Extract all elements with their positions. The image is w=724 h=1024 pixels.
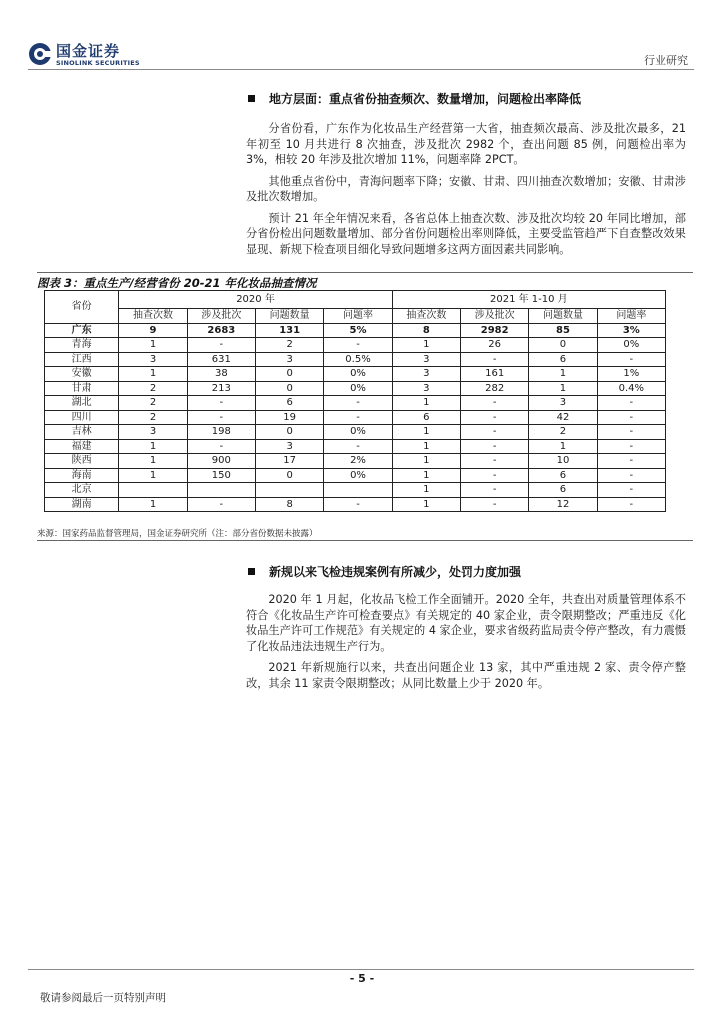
table-cell: 9 xyxy=(119,323,187,338)
table-cell: - xyxy=(324,396,392,411)
table-cell: - xyxy=(187,396,255,411)
table-cell: 17 xyxy=(256,454,324,469)
table-cell: - xyxy=(461,410,529,425)
table-cell: 3 xyxy=(119,352,187,367)
table-row xyxy=(45,381,666,396)
table-cell: 5% xyxy=(324,323,392,338)
table-cell: 0 xyxy=(256,381,324,396)
table-cell: 2 xyxy=(119,410,187,425)
section-heading-inspection xyxy=(248,563,521,580)
paragraph: 其他重点省份中，青海问题率下降；安徽、甘肃、四川抽查次数增加；安徽、甘肃涉及批次数增加。 xyxy=(246,174,686,203)
source-divider xyxy=(37,540,693,541)
table-cell: 1 xyxy=(392,439,460,454)
group-header-2021: 2021 年 1-10 月 xyxy=(392,291,665,309)
table-cell: - xyxy=(597,439,665,454)
table-cell: - xyxy=(461,454,529,469)
table-cell: - xyxy=(461,352,529,367)
table-cell: - xyxy=(461,468,529,483)
table-cell: - xyxy=(597,468,665,483)
table-cell: 1 xyxy=(392,468,460,483)
table-cell xyxy=(256,483,324,498)
table-cell: 0% xyxy=(324,468,392,483)
province-cell: 陕西 xyxy=(45,454,119,469)
table-cell xyxy=(187,483,255,498)
column-header: 抽查次数 xyxy=(392,309,460,324)
inspection-table xyxy=(44,290,666,512)
table-cell: 6 xyxy=(529,468,597,483)
square-bullet-icon xyxy=(248,95,255,102)
table-cell: - xyxy=(461,497,529,512)
province-cell: 福建 xyxy=(45,439,119,454)
table-cell: 2683 xyxy=(187,323,255,338)
table-cell: 0 xyxy=(529,338,597,353)
table-cell: 3 xyxy=(392,381,460,396)
table-cell: 3 xyxy=(392,367,460,382)
province-cell: 江西 xyxy=(45,352,119,367)
column-header: 涉及批次 xyxy=(461,309,529,324)
table-row xyxy=(45,483,666,498)
disclaimer-note: 敬请参阅最后一页特别声明 xyxy=(40,992,166,1004)
table-cell: - xyxy=(597,497,665,512)
table-cell: - xyxy=(187,439,255,454)
table-cell: 213 xyxy=(187,381,255,396)
table-cell: 3 xyxy=(119,425,187,440)
table-row xyxy=(45,410,666,425)
table-cell: 1 xyxy=(119,367,187,382)
table-cell: 26 xyxy=(461,338,529,353)
table-row xyxy=(45,425,666,440)
paragraph: 分省份看，广东作为化妆品生产经营第一大省，抽查频次最高、涉及批次最多，21 年初至 10 月共进行 8 次抽查，涉及批次 2982 个，查出问题 85 例，问题检出率为 3%，相较 20 年涉及批次增加 11%，问题率降 2PCT。 xyxy=(246,122,686,166)
figure-caption: 图表 3：重点生产/经营省份 20-21 年化妆品抽查情况 xyxy=(37,276,317,290)
province-cell: 湖北 xyxy=(45,396,119,411)
table-cell: 198 xyxy=(187,425,255,440)
table-cell: 161 xyxy=(461,367,529,382)
table-cell: 1 xyxy=(392,497,460,512)
table-cell: 3 xyxy=(392,352,460,367)
footer-divider xyxy=(28,969,694,970)
section1-body xyxy=(246,121,686,263)
table-cell: 0% xyxy=(324,425,392,440)
table-cell: 2 xyxy=(529,425,597,440)
table-cell: 19 xyxy=(256,410,324,425)
table-cell: - xyxy=(597,483,665,498)
table-header-row xyxy=(45,291,666,309)
sinolink-logo-icon xyxy=(28,42,52,66)
province-cell: 海南 xyxy=(45,468,119,483)
table-cell: 0% xyxy=(597,338,665,353)
paragraph: 2021 年新规施行以来，共查出问题企业 13 家，其中严重违规 2 家、责令停产整改，其余 11 家责令限期整改；从同比数量上少于 2020 年。 xyxy=(246,661,686,690)
table-row xyxy=(45,439,666,454)
table-cell: 131 xyxy=(256,323,324,338)
section-heading-text: 新规以来飞检违规案例有所减少，处罚力度加强 xyxy=(269,565,522,579)
table-cell: - xyxy=(324,497,392,512)
table-cell: 10 xyxy=(529,454,597,469)
table-cell: 1 xyxy=(392,454,460,469)
table-cell: 0 xyxy=(256,367,324,382)
table-row xyxy=(45,497,666,512)
table-cell: 85 xyxy=(529,323,597,338)
table-cell: 1 xyxy=(392,338,460,353)
caption-divider xyxy=(37,272,693,273)
table-cell: 38 xyxy=(187,367,255,382)
section-heading-text: 地方层面：重点省份抽查频次、数量增加，问题检出率降低 xyxy=(269,92,582,106)
table-cell: 0.4% xyxy=(597,381,665,396)
table-cell: 900 xyxy=(187,454,255,469)
table-cell: 8 xyxy=(256,497,324,512)
column-header: 问题数量 xyxy=(256,309,324,324)
logo-english-text: SINOLINK SECURITIES xyxy=(56,59,140,67)
table-cell: - xyxy=(461,439,529,454)
table-cell: 12 xyxy=(529,497,597,512)
table-cell xyxy=(324,483,392,498)
table-row xyxy=(45,367,666,382)
page-number: - 5 - xyxy=(349,972,375,985)
table-cell: 1 xyxy=(392,425,460,440)
paragraph: 预计 21 年全年情况来看，各省总体上抽查次数、涉及批次均较 20 年同比增加，部分省份检出问题数量增加、部分省份问题检出率则降低，主要受监管趋严下自查整改效果显现、新规下检查项目细化导致问题增多这两方面因素共同影响。 xyxy=(246,211,686,256)
table-cell: 1 xyxy=(119,338,187,353)
table-cell: 6 xyxy=(529,352,597,367)
table-cell: 2 xyxy=(119,381,187,396)
table-cell: - xyxy=(597,352,665,367)
table-body xyxy=(45,323,666,512)
column-header: 问题率 xyxy=(597,309,665,324)
paragraph: 2020 年 1 月起，化妆品飞检工作全面铺开。2020 全年，共查出对质量管理体系不符合《化妆品生产许可检查要点》有关规定的 40 家企业，责令限期整改；严重违反《化妆品生产许可工作规范》有关规定的 4 家企业，要求省级药监局责令停产整改，有力震慑了化妆品违法违规生产行为。 xyxy=(246,593,686,653)
province-cell: 四川 xyxy=(45,410,119,425)
table-row xyxy=(45,338,666,353)
table-cell: 1 xyxy=(392,396,460,411)
column-header: 问题数量 xyxy=(529,309,597,324)
table-cell: 3 xyxy=(256,439,324,454)
table-cell: - xyxy=(597,396,665,411)
table-cell: 631 xyxy=(187,352,255,367)
table-cell: 3% xyxy=(597,323,665,338)
table-cell: 1 xyxy=(392,483,460,498)
column-header: 抽查次数 xyxy=(119,309,187,324)
table-cell: 282 xyxy=(461,381,529,396)
province-header: 省份 xyxy=(45,291,119,324)
square-bullet-icon xyxy=(248,568,255,575)
table-cell: - xyxy=(597,410,665,425)
table-cell: 1 xyxy=(119,454,187,469)
table-cell: - xyxy=(187,410,255,425)
table-cell: - xyxy=(324,410,392,425)
table-cell: 42 xyxy=(529,410,597,425)
table-cell: 0 xyxy=(256,425,324,440)
table-cell: 8 xyxy=(392,323,460,338)
table-cell: - xyxy=(187,497,255,512)
table-cell: 0 xyxy=(256,468,324,483)
table-cell: 1 xyxy=(529,381,597,396)
table-cell: 150 xyxy=(187,468,255,483)
province-cell: 广东 xyxy=(45,323,119,338)
province-cell: 北京 xyxy=(45,483,119,498)
table-cell: 2 xyxy=(256,338,324,353)
table-row xyxy=(45,454,666,469)
table-cell: - xyxy=(597,454,665,469)
table-cell: 1 xyxy=(529,367,597,382)
source-note: 来源：国家药品监督管理局，国金证券研究所（注：部分省份数据未披露） xyxy=(37,529,318,539)
report-category: 行业研究 xyxy=(644,54,688,67)
table-row xyxy=(45,323,666,338)
table-cell: 6 xyxy=(392,410,460,425)
column-header: 涉及批次 xyxy=(187,309,255,324)
province-cell: 青海 xyxy=(45,338,119,353)
table-cell: - xyxy=(324,439,392,454)
table-cell: 2% xyxy=(324,454,392,469)
table-cell: - xyxy=(461,396,529,411)
group-header-2020: 2020 年 xyxy=(119,291,392,309)
table-cell: 1 xyxy=(119,497,187,512)
table-cell: - xyxy=(324,338,392,353)
table-cell: 0.5% xyxy=(324,352,392,367)
table-row xyxy=(45,396,666,411)
province-cell: 湖南 xyxy=(45,497,119,512)
header-divider xyxy=(28,69,694,70)
table-cell: 2982 xyxy=(461,323,529,338)
table-cell: 6 xyxy=(256,396,324,411)
table-cell xyxy=(119,483,187,498)
table-cell: - xyxy=(461,483,529,498)
table-cell: 2 xyxy=(119,396,187,411)
table-cell: 1 xyxy=(119,468,187,483)
table-cell: 3 xyxy=(529,396,597,411)
logo-chinese-text: 国金证券 xyxy=(56,42,121,60)
table-cell: 1 xyxy=(529,439,597,454)
section2-body xyxy=(246,592,686,697)
table-row xyxy=(45,468,666,483)
table-row xyxy=(45,352,666,367)
column-header: 问题率 xyxy=(324,309,392,324)
section-heading-local xyxy=(248,90,581,107)
table-cell: - xyxy=(461,425,529,440)
table-subheader-row xyxy=(45,309,666,324)
province-cell: 吉林 xyxy=(45,425,119,440)
table-cell: 1% xyxy=(597,367,665,382)
table-cell: 0% xyxy=(324,367,392,382)
province-cell: 甘肃 xyxy=(45,381,119,396)
table-cell: - xyxy=(597,425,665,440)
table-cell: 3 xyxy=(256,352,324,367)
table-cell: - xyxy=(187,338,255,353)
province-cell: 安徽 xyxy=(45,367,119,382)
table-cell: 1 xyxy=(119,439,187,454)
table-cell: 6 xyxy=(529,483,597,498)
table-cell: 0% xyxy=(324,381,392,396)
